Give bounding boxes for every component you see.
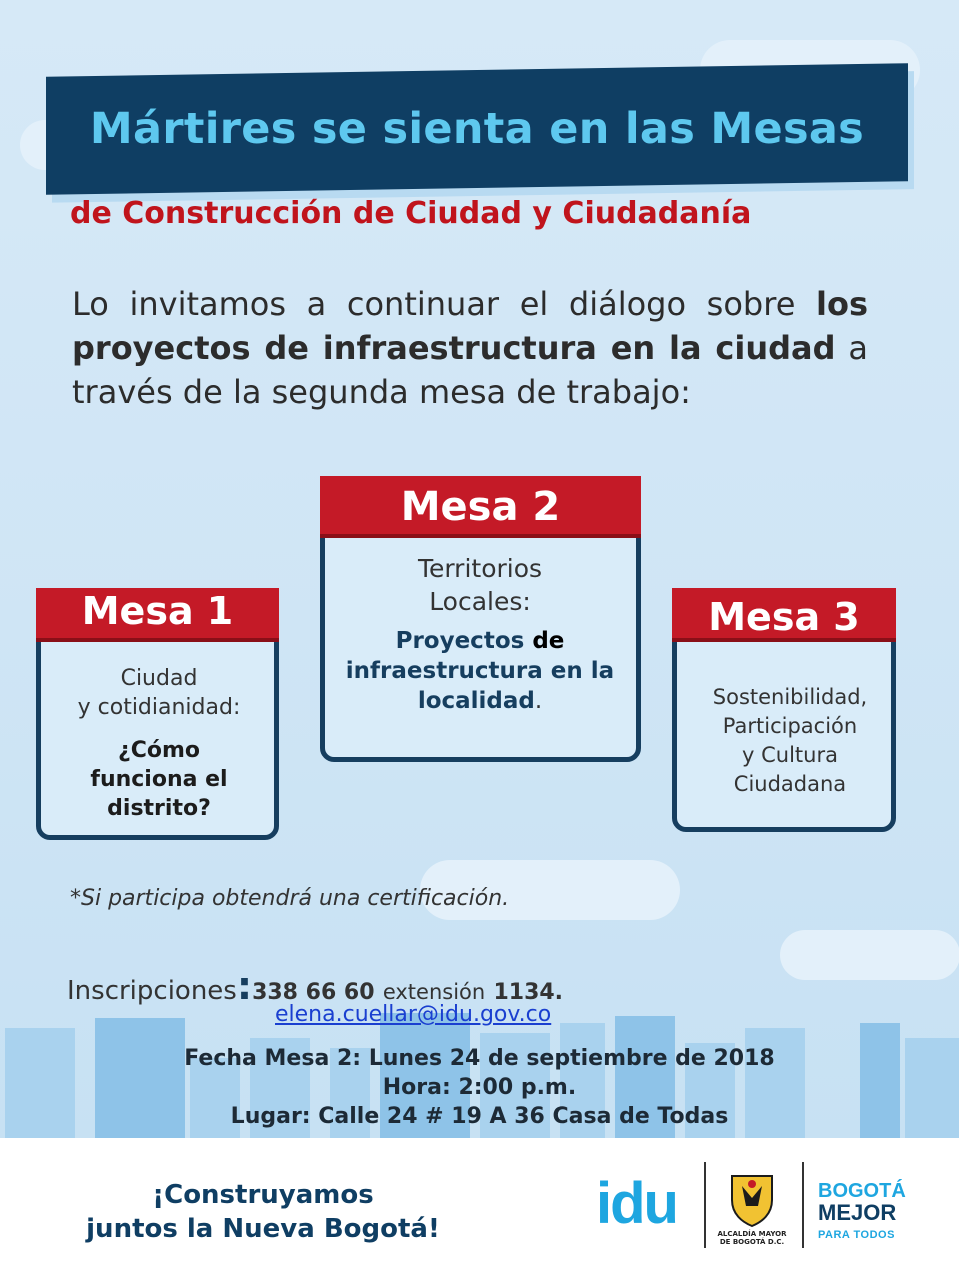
page-subtitle: de Construcción de Ciudad y Ciudadanía (70, 196, 752, 231)
mesa-2-body (330, 552, 630, 716)
mesa-3-line1: Sostenibilidad, (712, 685, 868, 709)
event-date: Fecha Mesa 2: Lunes 24 de septiembre de 2018 (184, 1046, 775, 1071)
inscripciones-colon: : (236, 964, 253, 1008)
bogota-shield-icon (728, 1170, 776, 1228)
bogota-logo-line3: PARA TODOS (818, 1229, 895, 1241)
footer-slogan (68, 1178, 458, 1246)
extension-label: extensión (382, 980, 486, 1004)
mesa-2-line1: Territorios (417, 554, 543, 583)
mesa-1-body (44, 664, 274, 823)
bogota-logo-line1: BOGOTÁ (818, 1180, 906, 1202)
alcaldia-label: ALCALDÍA MAYOR DE BOGOTÁ D.C. (717, 1230, 787, 1246)
intro-bold: los proyectos de infraestructura en la ciudad (72, 285, 868, 367)
intro-text-2: a través de la segunda mesa de trabajo: (72, 329, 868, 411)
footer-divider (802, 1162, 804, 1248)
slogan-line2: juntos la Nueva Bogotá! (86, 1214, 440, 1244)
footer-divider (704, 1162, 706, 1248)
extension-number: 1134. (493, 980, 564, 1005)
slogan-line1: ¡Construyamos (152, 1180, 374, 1210)
mesa-3-line2: Participación (722, 714, 858, 738)
mesa-1-question: ¿Cómo funciona el distrito? (90, 738, 228, 821)
page-title: Mártires se sienta en las Mesas (89, 104, 865, 154)
inscripciones-label: Inscripciones (67, 976, 237, 1006)
mesa-2-header (320, 476, 641, 538)
phone-number: 338 66 60 (252, 980, 375, 1005)
event-time: Hora: 2:00 p.m. (382, 1075, 577, 1100)
email-link[interactable]: elena.cuellar@idu.gov.co (275, 1002, 552, 1027)
mesa-3-body (678, 683, 902, 799)
mesa-3-line4: Ciudadana (733, 772, 847, 796)
mesa-2-bold1: Proyectos (395, 628, 525, 654)
mesa-2-end: . (534, 688, 543, 714)
bogota-logo-line2: MEJOR (818, 1200, 897, 1225)
mesa-1-title: Mesa 1 (81, 589, 234, 633)
mesa-2-bold-word: de (532, 628, 565, 654)
mesa-2-projects (330, 626, 630, 716)
mesa-2-bold2: infraestructura en la localidad (345, 658, 615, 714)
mesa-1-header (36, 588, 279, 642)
mesa-3-header (672, 588, 896, 642)
certification-note: *Si participa obtendrá una certificación. (70, 886, 510, 911)
bogota-mejor-logo (818, 1180, 906, 1246)
idu-logo: idu (596, 1171, 677, 1236)
mesa-2-line2: Locales: (429, 587, 531, 616)
mesa-1-line2: y cotidianidad: (77, 695, 241, 720)
mesa-2-title: Mesa 2 (400, 484, 561, 530)
cloud-decoration (780, 930, 959, 980)
mesa-1-line1: Ciudad (120, 666, 198, 691)
event-place: Lugar: Calle 24 # 19 A 36 Casa de Todas (230, 1104, 729, 1129)
mesa-3-line3: y Cultura (742, 743, 838, 767)
intro-paragraph (72, 282, 868, 414)
mesa-3-title: Mesa 3 (708, 595, 860, 639)
intro-text-1: Lo invitamos a continuar el diálogo sobre (72, 285, 816, 323)
